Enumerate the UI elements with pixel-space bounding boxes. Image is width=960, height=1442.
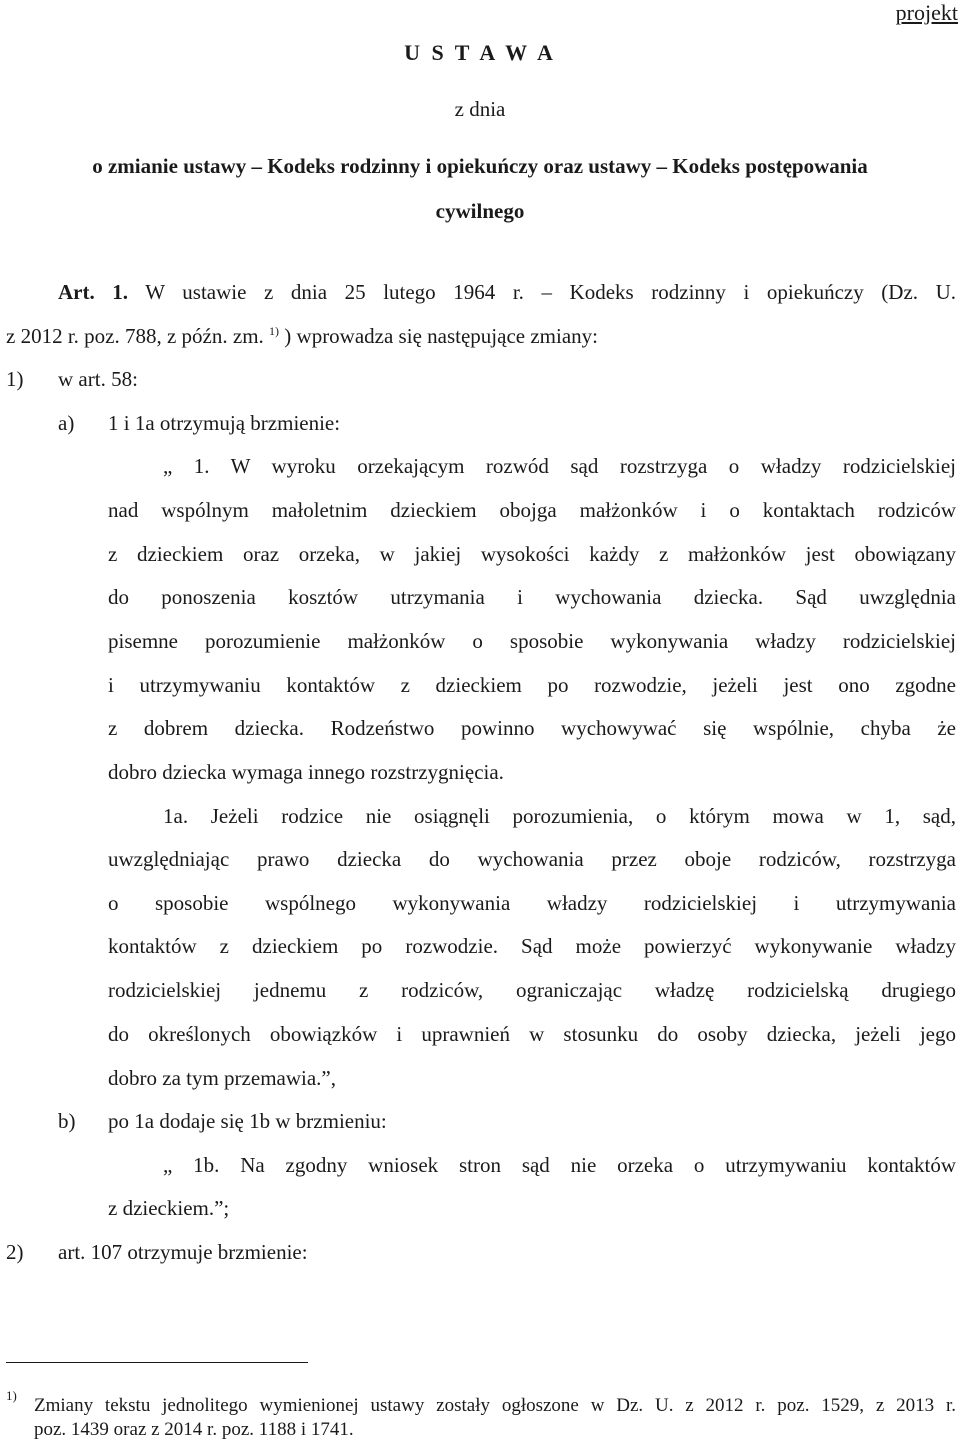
art1-line2-start: z 2012 r. poz. 788, z późn. zm.: [6, 324, 264, 348]
para1a-line: kontaktów z dzieckiem po rozwodzie. Sąd może powierzyć wykonywanie władzy: [108, 934, 956, 958]
item1a-label: a): [58, 411, 75, 435]
para1a-line: rodzicielskiej jednemu z rodziców, ograniczając władzę rodzicielską drugiego: [108, 978, 956, 1002]
art1-line1-text: W ustawie z dnia 25 lutego 1964 r. – Kodeks rodzinny i opiekuńczy (Dz. U.: [145, 280, 957, 304]
para1-line: nad wspólnym małoletnim dzieckiem obojga małżonków i o kontaktach rodziców: [108, 498, 956, 522]
para1-line: dobro dziecka wymaga innego rozstrzygnięcia.: [108, 760, 504, 784]
art1-line-1: [58, 279, 956, 305]
art1-line2-end: ) wprowadza się następujące zmiany:: [284, 324, 598, 348]
item1b-label: b): [58, 1109, 76, 1133]
draft-mark: projekt: [895, 0, 958, 25]
item2-number: 2): [6, 1240, 24, 1264]
footnote-divider: [6, 1362, 308, 1363]
footnote-ref: 1): [269, 324, 280, 338]
footnote-marker: 1): [6, 1388, 17, 1403]
subject-line-1: o zmianie ustawy – Kodeks rodzinny i opiekuńczy oraz ustawy – Kodeks postępowania: [92, 154, 868, 178]
subject-line-2: cywilnego: [435, 199, 525, 223]
item1-text: w art. 58:: [58, 367, 138, 391]
para1-line: z dobrem dziecka. Rodzeństwo powinno wychowywać się wspólnie, chyba że: [108, 716, 956, 740]
art1-label: Art. 1.: [58, 280, 129, 304]
item1-number: 1): [6, 367, 24, 391]
item2-text: art. 107 otrzymuje brzmienie:: [58, 1240, 308, 1264]
para1-line: i utrzymywaniu kontaktów z dzieckiem po rozwodzie, jeżeli jest ono zgodne: [108, 673, 956, 697]
footnote-line-2: poz. 1439 oraz z 2014 r. poz. 1188 i 1741.: [34, 1419, 354, 1440]
para1-line: „ 1. W wyroku orzekającym rozwód sąd rozstrzyga o władzy rodzicielskiej: [163, 454, 956, 478]
para1-line: pisemne porozumienie małżonków o sposobie wykonywania władzy rodzicielskiej: [108, 629, 956, 653]
act-title: U S T A W A: [404, 40, 556, 65]
para1b-line: z dzieckiem.”;: [108, 1196, 230, 1220]
art1-line-2: [6, 323, 598, 349]
para1a-line: do określonych obowiązków i uprawnień w stosunku do osoby dziecka, jeżeli jego: [108, 1022, 956, 1046]
para1a-line: o sposobie wspólnego wykonywania władzy rodzicielskiej i utrzymywania: [108, 891, 956, 915]
para1b-line: „ 1b. Na zgodny wniosek stron sąd nie orzeka o utrzymywaniu kontaktów: [163, 1153, 956, 1177]
para1a-line: dobro za tym przemawia.”,: [108, 1066, 336, 1090]
date-line: z dnia: [454, 97, 506, 121]
para1a-line: 1a. Jeżeli rodzice nie osiągnęli porozumienia, o którym mowa w 1, sąd,: [163, 804, 956, 828]
item1a-text: 1 i 1a otrzymują brzmienie:: [108, 411, 341, 435]
footnote-line-1: Zmiany tekstu jednolitego wymienionej ustawy zostały ogłoszone w Dz. U. z 2012 r. poz. 1529, z 2013 r.: [34, 1395, 956, 1416]
para1-line: do ponoszenia kosztów utrzymania i wychowania dziecka. Sąd uwzględnia: [108, 585, 956, 609]
para1-line: z dzieckiem oraz orzeka, w jakiej wysokości każdy z małżonków jest obowiązany: [108, 542, 956, 566]
item1b-text: po 1a dodaje się 1b w brzmieniu:: [108, 1109, 387, 1133]
para1a-line: uwzględniając prawo dziecka do wychowania przez oboje rodziców, rozstrzyga: [108, 847, 956, 871]
